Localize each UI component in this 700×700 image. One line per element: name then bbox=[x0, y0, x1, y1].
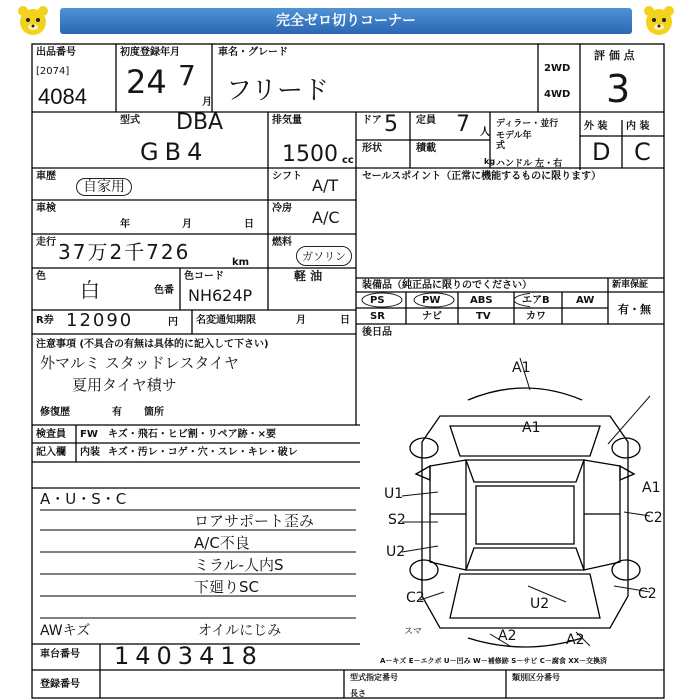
fuel-gas: ガソリン bbox=[296, 246, 352, 266]
equipment-circles bbox=[360, 292, 530, 308]
name-change-day: 日 bbox=[340, 315, 350, 326]
displacement-label: 排気量 bbox=[272, 115, 302, 126]
history-value: 自家用 bbox=[76, 178, 132, 196]
diagram-mark-a2-left: A2 bbox=[498, 628, 517, 644]
mileage-value: 37万2千726 bbox=[58, 240, 191, 264]
drive-4wd: 4WD bbox=[544, 89, 571, 100]
repair-place-label: 箇所 bbox=[144, 407, 164, 418]
diagram-mark-c2-rear-left: C2 bbox=[406, 590, 425, 606]
diagram-mark-a2-right: A2 bbox=[566, 632, 585, 648]
car-name-label: 車名・グレード bbox=[218, 47, 288, 58]
registration-label: 登録番号 bbox=[40, 679, 80, 690]
interior-tag: 内装 bbox=[80, 447, 100, 458]
notes-line-1: 外マルミ スタッドレスタイヤ bbox=[40, 354, 240, 372]
inspector-label: 検査員 bbox=[36, 429, 66, 440]
recycle-value: 12090 bbox=[66, 310, 134, 331]
diagram-mark-u2-left: U2 bbox=[386, 544, 406, 560]
name-change-month: 月 bbox=[296, 315, 306, 326]
equip-airbag: エアB bbox=[522, 295, 550, 306]
grade-label: 評 価 点 bbox=[594, 49, 635, 62]
repair-history-value: 有 bbox=[112, 407, 122, 418]
model-code: GB4 bbox=[140, 138, 209, 166]
diagram-mark-small: スマ bbox=[404, 627, 422, 637]
month-unit: 月 bbox=[202, 97, 212, 108]
repair-history-label: 修復歴 bbox=[40, 407, 70, 418]
int-label: 内 装 bbox=[626, 121, 650, 132]
car-damage-diagram bbox=[380, 356, 670, 656]
car-number-label: 車台番号 bbox=[40, 649, 80, 660]
report-line-3: ミラル-人内S bbox=[194, 556, 284, 574]
diagram-mark-a1-front: A1 bbox=[512, 360, 531, 376]
capacity-unit: 人 bbox=[480, 127, 490, 138]
recycle-label: R券 bbox=[36, 315, 54, 326]
ext-label: 外 装 bbox=[584, 121, 608, 132]
diagram-mark-a1-right: A1 bbox=[642, 480, 661, 496]
report-code: A・U・S・C bbox=[40, 490, 127, 508]
inspection-year-unit: 年 bbox=[120, 219, 130, 230]
capacity-label: 定員 bbox=[416, 115, 436, 126]
notes-line-2: 夏用タイヤ積サ bbox=[72, 376, 177, 394]
name-change-label: 名変通知期限 bbox=[196, 315, 256, 326]
model-year-label: モデル年式 bbox=[496, 131, 532, 151]
shape-label: 形状 bbox=[362, 143, 382, 154]
report-line-1: ロアサポート歪み bbox=[194, 512, 315, 530]
kg-unit: kg bbox=[484, 157, 496, 166]
fw-tag: FW bbox=[80, 429, 98, 440]
shift-value: A/T bbox=[312, 176, 339, 195]
equip-tv: TV bbox=[476, 311, 491, 322]
equip-abs: ABS bbox=[470, 295, 493, 306]
lot-sub: [2074] bbox=[36, 66, 70, 77]
equip-sr: SR bbox=[370, 311, 385, 322]
length-label: 長さ bbox=[350, 689, 366, 698]
color-value: 白 bbox=[80, 278, 100, 302]
car-name: フリード bbox=[226, 76, 329, 106]
notes-label: 注意事項 (不具合の有無は具体的に記入して下さい) bbox=[36, 339, 269, 350]
diagram-mark-a1-hood: A1 bbox=[522, 420, 541, 436]
diagram-mark-c2-right: C2 bbox=[644, 510, 663, 526]
inspection-day-unit: 日 bbox=[244, 219, 254, 230]
selling-points-label: セールスポイント（正常に機能するものに限ります） bbox=[362, 171, 602, 182]
aw-note: AWキズ bbox=[40, 623, 91, 639]
fuel-label: 燃料 bbox=[272, 237, 292, 248]
model-label: 型式 bbox=[120, 115, 140, 126]
warranty-value: 有・無 bbox=[618, 303, 651, 316]
class-number-label: 類別区分番号 bbox=[512, 673, 560, 682]
lot-number: 4084 bbox=[38, 84, 87, 109]
displacement-value: 1500 bbox=[282, 142, 338, 167]
capacity-value: 7 bbox=[456, 112, 470, 137]
lot-label: 出品番号 bbox=[36, 47, 76, 58]
inspection-month-unit: 月 bbox=[182, 219, 192, 230]
report-line-2: A/C不良 bbox=[194, 534, 250, 552]
grade-value: 3 bbox=[606, 67, 631, 111]
diagram-mark-u1: U1 bbox=[384, 486, 404, 502]
equip-navi: ナビ bbox=[422, 311, 442, 322]
ac-value: A/C bbox=[312, 208, 340, 227]
report-line-4: 下廻りSC bbox=[194, 578, 259, 596]
model-prefix: DBA bbox=[176, 110, 224, 135]
drive-2wd: 2WD bbox=[544, 63, 571, 74]
load-label: 積載 bbox=[416, 143, 436, 154]
steering-label: ハンドル 左・右 bbox=[496, 159, 563, 169]
damage-legend: A－キズ E－エクボ U－凹み W－補修跡 S－サビ C－腐食 XX－交換済 bbox=[380, 657, 608, 665]
entry-label: 記入欄 bbox=[36, 447, 66, 458]
shift-label: シフト bbox=[272, 171, 302, 182]
car-number-value: 1403418 bbox=[114, 642, 263, 670]
first-reg-label: 初度登録年月 bbox=[120, 47, 180, 58]
first-reg-year: 24 bbox=[126, 63, 167, 101]
equipment-label: 装備品（純正品に限りのでください） bbox=[362, 280, 532, 291]
first-reg-month: 7 bbox=[178, 59, 196, 92]
color-code: NH624P bbox=[188, 286, 253, 305]
type-cert-label: 型式指定番号 bbox=[350, 673, 398, 682]
door-label: ドア bbox=[362, 115, 382, 126]
equip-leather: カワ bbox=[526, 311, 546, 322]
dealer-label: ディラー・並行 bbox=[496, 119, 559, 129]
diagram-mark-s2: S2 bbox=[388, 512, 406, 528]
oil-note: オイルにじみ bbox=[198, 623, 282, 639]
km-unit: km bbox=[232, 257, 250, 268]
equip-aw: AW bbox=[576, 295, 595, 306]
fw-defects: キズ・飛石・ヒビ割・リペア跡・×要 bbox=[108, 429, 276, 440]
equip-ps: PS bbox=[370, 295, 385, 306]
fuel-diesel: 軽 油 bbox=[294, 269, 323, 283]
after-items-label: 後日品 bbox=[362, 327, 392, 338]
color-code-label: 色コード bbox=[184, 271, 224, 282]
inspection-label: 車検 bbox=[36, 203, 56, 214]
diagram-mark-c2-rear-right: C2 bbox=[638, 586, 657, 602]
new-car-warranty-label: 新車保証 bbox=[612, 280, 649, 290]
color-label: 色 bbox=[36, 271, 46, 282]
banner-title: 完全ゼロ切りコーナー bbox=[60, 8, 632, 34]
ac-label: 冷房 bbox=[272, 203, 292, 214]
history-label: 車歴 bbox=[36, 171, 56, 182]
cc-unit: cc bbox=[342, 155, 354, 166]
interior-defects: キズ・汚レ・コゲ・穴・スレ・キレ・破レ bbox=[108, 447, 298, 458]
int-grade: C bbox=[634, 138, 651, 166]
diagram-mark-u2-trunk: U2 bbox=[530, 596, 550, 612]
door-value: 5 bbox=[384, 112, 398, 137]
mileage-label: 走行 bbox=[36, 237, 56, 248]
equip-pw: PW bbox=[422, 295, 441, 306]
ext-grade: D bbox=[592, 138, 611, 166]
color-number-label: 色番 bbox=[154, 285, 174, 296]
yen-unit: 円 bbox=[168, 317, 178, 328]
